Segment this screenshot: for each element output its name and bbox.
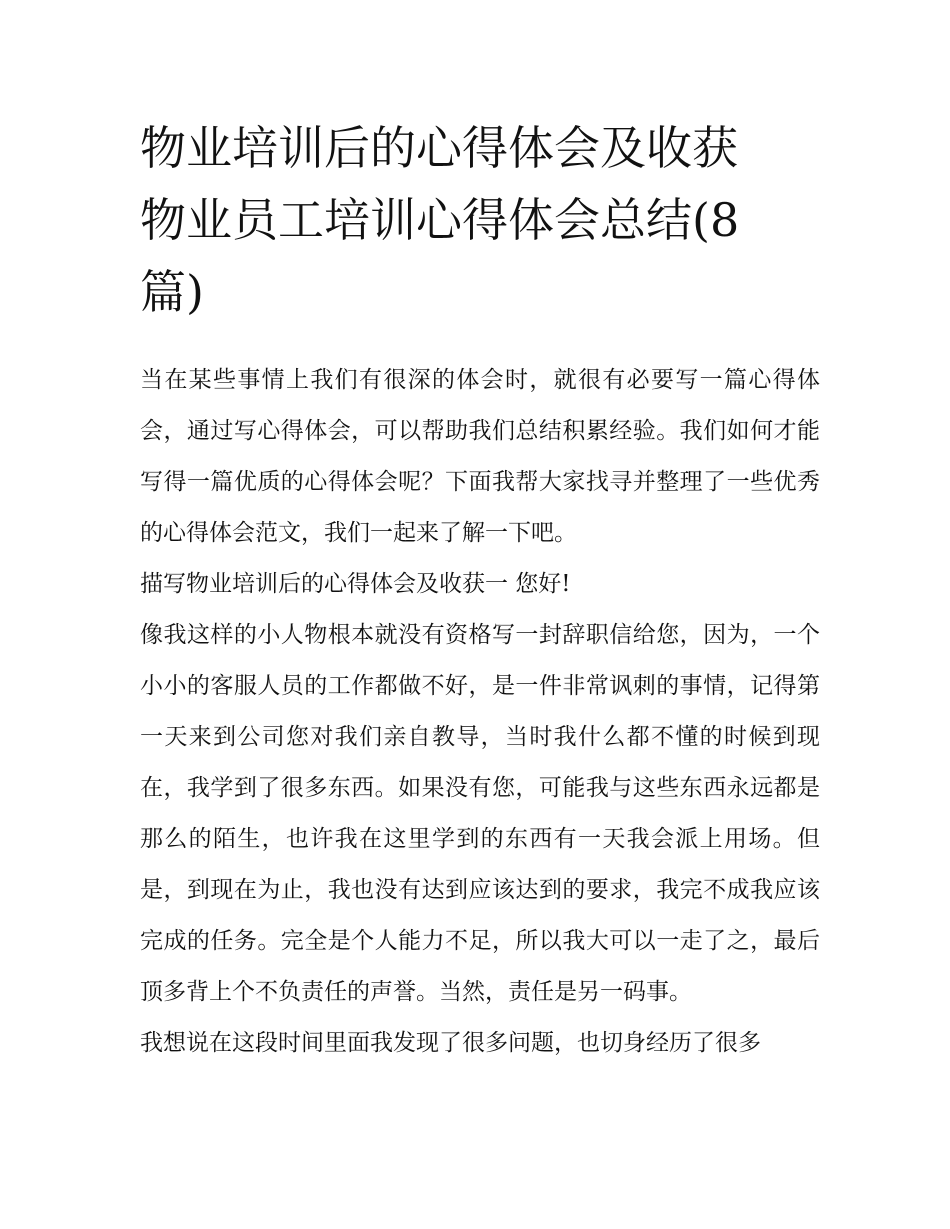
- body-paragraph: 像我这样的小人物根本就没有资格写一封辞职信给您，因为，一个小小的客服人员的工作都做不好，是一件非常讽刺的事情，记得第一天来到公司您对我们亲自教导，当时我什么都不懂的时候到现在，我学到了很多东西。如果没有您，可能我与这些东西永远都是那么的陌生，也许我在这里学到的东西有一天我会派上用场。但是，到现在为止，我也没有达到应该达到的要求，我完不成我应该完成的任务。完全是个人能力不足，所以我大可以一走了之，最后顶多背上个不负责任的声誉。当然，责任是另一码事。: [140, 622, 820, 1005]
- intro-paragraph: 当在某些事情上我们有很深的体会时，就很有必要写一篇心得体会，通过写心得体会，可以帮助我们总结积累经验。我们如何才能写得一篇优质的心得体会呢？下面我帮大家找寻并整理了一些优秀的心得体会范文，我们一起来了解一下吧。: [140, 367, 820, 546]
- title-line-3: 篇): [140, 265, 204, 319]
- document-title: [140, 112, 820, 328]
- title-line-2: 物业员工培训心得体会总结(8: [140, 193, 740, 247]
- section-heading-paragraph: 描写物业培训后的心得体会及收获一 您好!: [140, 571, 571, 597]
- title-line-1: 物业培训后的心得体会及收获: [140, 121, 738, 175]
- document-body: [140, 355, 820, 1069]
- body-paragraph: 我想说在这段时间里面我发现了很多问题，也切身经历了很多: [140, 1030, 761, 1056]
